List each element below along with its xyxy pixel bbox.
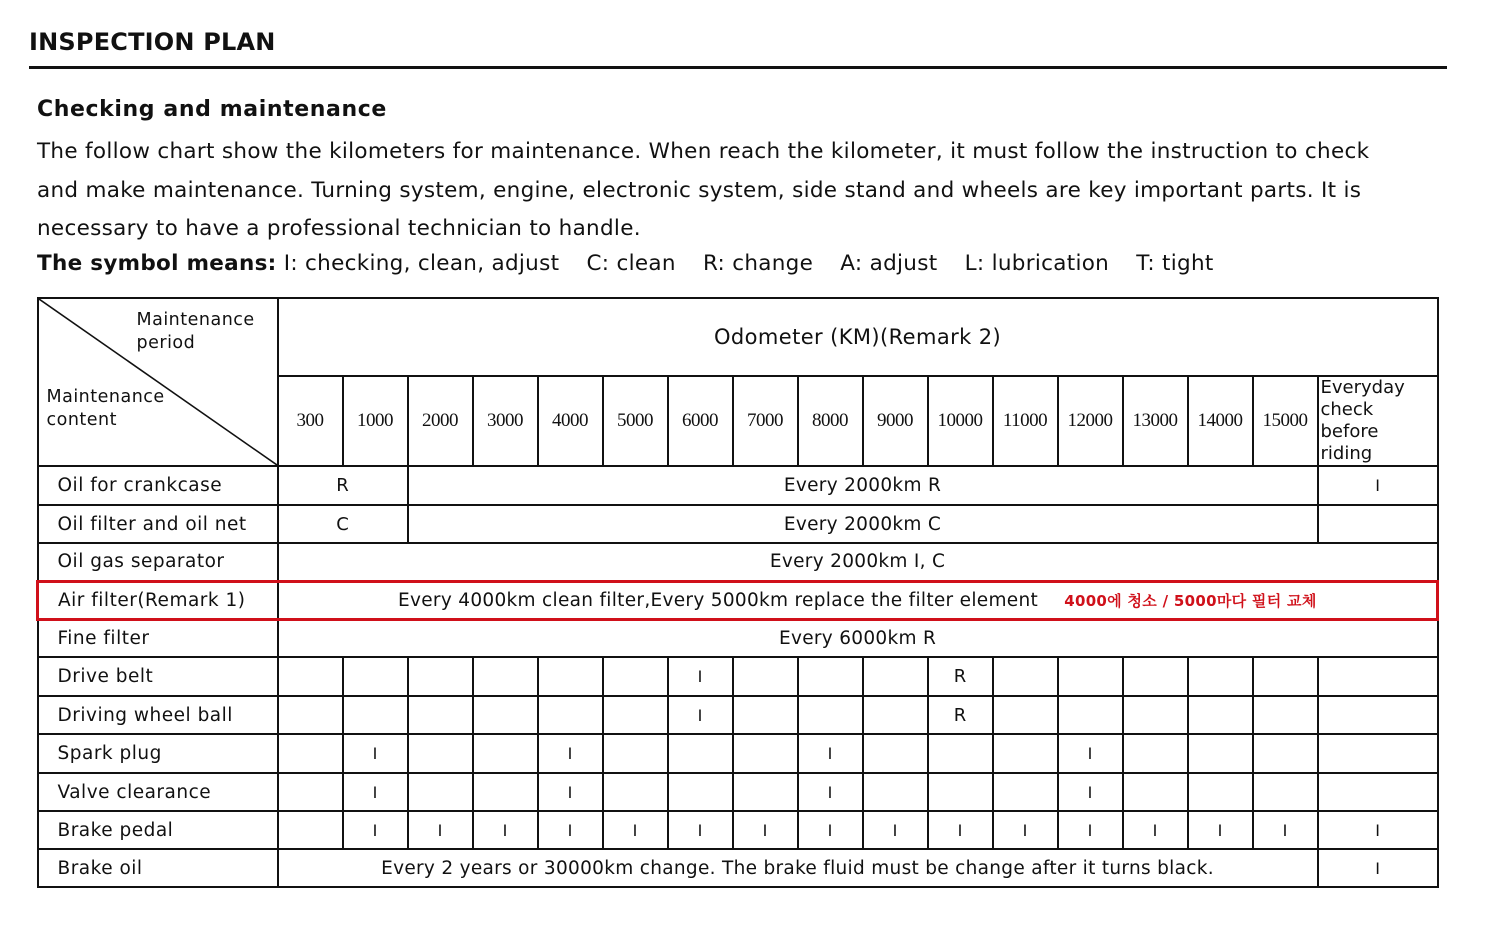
- cell-value: [408, 734, 473, 773]
- symbol-i: I: checking, clean, adjust: [283, 251, 560, 276]
- km-column-header: 5000: [603, 376, 668, 466]
- intro-line: The follow chart show the kilometers for maintenance. When reach the kilometer, it must follow the instruction to check: [37, 139, 1370, 164]
- km-column-header: 14000: [1188, 376, 1253, 466]
- cell-value: I: [668, 811, 733, 849]
- cell-value: [863, 734, 928, 773]
- km-column-header: 15000: [1253, 376, 1318, 466]
- row-label: Air filter(Remark 1): [38, 581, 278, 619]
- cell-value: I: [798, 773, 863, 811]
- km-column-header: 6000: [668, 376, 733, 466]
- km-column-header: 8000: [798, 376, 863, 466]
- row-label: Brake pedal: [38, 811, 278, 849]
- cell-value: [798, 696, 863, 734]
- cell-value: I: [343, 811, 408, 849]
- table-row-oil-crankcase: [38, 466, 1438, 505]
- symbol-a: A: adjust: [840, 251, 938, 276]
- cell-value: I: [538, 811, 603, 849]
- cell-value: [473, 696, 538, 734]
- cell-value: [1188, 696, 1253, 734]
- symbol-c: C: clean: [586, 251, 676, 276]
- cell-value: [603, 657, 668, 696]
- corner-period-label: Maintenance period: [136, 310, 255, 353]
- cell-value: [928, 773, 993, 811]
- cell-value: [1123, 773, 1188, 811]
- cell-value: I: [538, 734, 603, 773]
- cell-value: [343, 657, 408, 696]
- cell-value: R: [278, 466, 408, 505]
- cell-value: [733, 657, 798, 696]
- km-column-header: 1000: [343, 376, 408, 466]
- cell-value: [1188, 734, 1253, 773]
- cell-value: I: [928, 811, 993, 849]
- cell-value: [408, 773, 473, 811]
- cell-value: [928, 734, 993, 773]
- table-row-oil-filter: [38, 505, 1438, 543]
- cell-value: [733, 696, 798, 734]
- cell-value: R: [928, 696, 993, 734]
- cell-value: [473, 734, 538, 773]
- symbol-r: R: change: [702, 251, 814, 276]
- cell-value: [863, 657, 928, 696]
- span-instruction: Every 2000km R: [408, 466, 1318, 505]
- cell-value: [1318, 657, 1438, 696]
- cell-value: I: [1318, 466, 1438, 505]
- cell-value: I: [1188, 811, 1253, 849]
- cell-value: [863, 773, 928, 811]
- cell-value: [1188, 657, 1253, 696]
- table-row-spark-plug: [38, 734, 1438, 773]
- cell-value: [603, 773, 668, 811]
- cell-value: [278, 773, 343, 811]
- cell-value: [993, 657, 1058, 696]
- cell-value: [473, 773, 538, 811]
- intro-paragraph: [37, 133, 1457, 249]
- inspection-table: [36, 297, 1439, 888]
- cell-value: [278, 696, 343, 734]
- span-instruction: Every 2000km C: [408, 505, 1318, 543]
- cell-value: [733, 734, 798, 773]
- cell-value: [798, 657, 863, 696]
- cell-value: [408, 696, 473, 734]
- table-row-driving-wheel-ball: [38, 696, 1438, 734]
- cell-value: [1058, 657, 1123, 696]
- header-row: [38, 298, 1438, 376]
- cell-value: [1123, 734, 1188, 773]
- cell-value: I: [1253, 811, 1318, 849]
- cell-value: I: [798, 811, 863, 849]
- cell-value: [993, 696, 1058, 734]
- cell-value: [1318, 734, 1438, 773]
- row-label: Drive belt: [38, 657, 278, 696]
- cell-value: [993, 734, 1058, 773]
- table-row-drive-belt: [38, 657, 1438, 696]
- cell-value: [668, 734, 733, 773]
- cell-value: I: [538, 773, 603, 811]
- span-instruction: [278, 581, 1438, 619]
- table-row-fine-filter: [38, 619, 1438, 657]
- cell-value: I: [1058, 734, 1123, 773]
- row-label: Valve clearance: [38, 773, 278, 811]
- odometer-header: Odometer (KM)(Remark 2): [278, 298, 1438, 376]
- cell-value: I: [603, 811, 668, 849]
- symbol-l: L: lubrication: [964, 251, 1110, 276]
- cell-value: I: [1058, 811, 1123, 849]
- cell-value: I: [473, 811, 538, 849]
- row-label: Oil gas separator: [38, 543, 278, 581]
- symbol-t: T: tight: [1136, 251, 1214, 276]
- cell-value: [733, 773, 798, 811]
- km-column-header: 12000: [1058, 376, 1123, 466]
- cell-value: [1318, 773, 1438, 811]
- cell-value: I: [1058, 773, 1123, 811]
- cell-value: [408, 657, 473, 696]
- cell-value: [603, 696, 668, 734]
- km-column-header: 7000: [733, 376, 798, 466]
- cell-value: [1188, 773, 1253, 811]
- cell-value: [1253, 657, 1318, 696]
- cell-value: [1318, 696, 1438, 734]
- corner-header-cell: [38, 298, 278, 466]
- cell-value: I: [668, 696, 733, 734]
- page-title: INSPECTION PLAN: [29, 28, 276, 56]
- cell-value: I: [863, 811, 928, 849]
- row-label: Spark plug: [38, 734, 278, 773]
- title-divider: [29, 66, 1447, 69]
- cell-value: I: [798, 734, 863, 773]
- table-row-valve-clearance: [38, 773, 1438, 811]
- table-row-oil-gas-separator: [38, 543, 1438, 581]
- symbol-legend: [37, 251, 1234, 276]
- corner-content-label: Maintenance content: [46, 387, 165, 430]
- cell-value: [278, 734, 343, 773]
- cell-value: [1253, 696, 1318, 734]
- intro-line: necessary to have a professional technician to handle.: [37, 216, 641, 241]
- row-label: Oil filter and oil net: [38, 505, 278, 543]
- cell-value: [473, 657, 538, 696]
- annotation-note: 4000에 청소 / 5000마다 필터 교체: [1064, 591, 1317, 610]
- km-column-header: 13000: [1123, 376, 1188, 466]
- cell-value: R: [928, 657, 993, 696]
- cell-value: [1253, 734, 1318, 773]
- km-column-header: 300: [278, 376, 343, 466]
- cell-value: [538, 657, 603, 696]
- cell-value: I: [1318, 849, 1438, 887]
- symbol-legend-label: The symbol means:: [37, 251, 277, 276]
- table-row-brake-pedal: [38, 811, 1438, 849]
- cell-value: [278, 657, 343, 696]
- row-label: Fine filter: [38, 619, 278, 657]
- km-column-header: 11000: [993, 376, 1058, 466]
- span-instruction: Every 6000km R: [278, 619, 1438, 657]
- cell-value: [278, 811, 343, 849]
- cell-value: [668, 773, 733, 811]
- cell-value: [993, 773, 1058, 811]
- section-heading: Checking and maintenance: [37, 97, 387, 122]
- km-column-header: 10000: [928, 376, 993, 466]
- km-column-header: 2000: [408, 376, 473, 466]
- cell-value: I: [993, 811, 1058, 849]
- row-label: Driving wheel ball: [38, 696, 278, 734]
- cell-value: I: [1123, 811, 1188, 849]
- row-label: Oil for crankcase: [38, 466, 278, 505]
- air-filter-instruction: Every 4000km clean filter,Every 5000km replace the filter element: [398, 589, 1039, 611]
- cell-value: I: [668, 657, 733, 696]
- cell-value: [603, 734, 668, 773]
- table-row-brake-oil: [38, 849, 1438, 887]
- cell-value: I: [408, 811, 473, 849]
- span-instruction: Every 2 years or 30000km change. The brake fluid must be change after it turns black.: [278, 849, 1318, 887]
- table-row-air-filter: [38, 581, 1438, 619]
- cell-value: [863, 696, 928, 734]
- cell-value: [538, 696, 603, 734]
- km-column-header: 4000: [538, 376, 603, 466]
- everyday-column-header: Everyday check before riding: [1318, 376, 1438, 466]
- cell-value: [1123, 657, 1188, 696]
- cell-value: C: [278, 505, 408, 543]
- cell-value: [1318, 505, 1438, 543]
- row-label: Brake oil: [38, 849, 278, 887]
- intro-line: and make maintenance. Turning system, engine, electronic system, side stand and wheels are key important parts. It is: [37, 177, 1362, 203]
- cell-value: [343, 696, 408, 734]
- cell-value: [1058, 696, 1123, 734]
- cell-value: [1253, 773, 1318, 811]
- cell-value: I: [343, 773, 408, 811]
- km-column-header: 9000: [863, 376, 928, 466]
- span-instruction: Every 2000km I, C: [278, 543, 1438, 581]
- cell-value: [1123, 696, 1188, 734]
- cell-value: I: [733, 811, 798, 849]
- km-column-header: 3000: [473, 376, 538, 466]
- cell-value: I: [343, 734, 408, 773]
- cell-value: I: [1318, 811, 1438, 849]
